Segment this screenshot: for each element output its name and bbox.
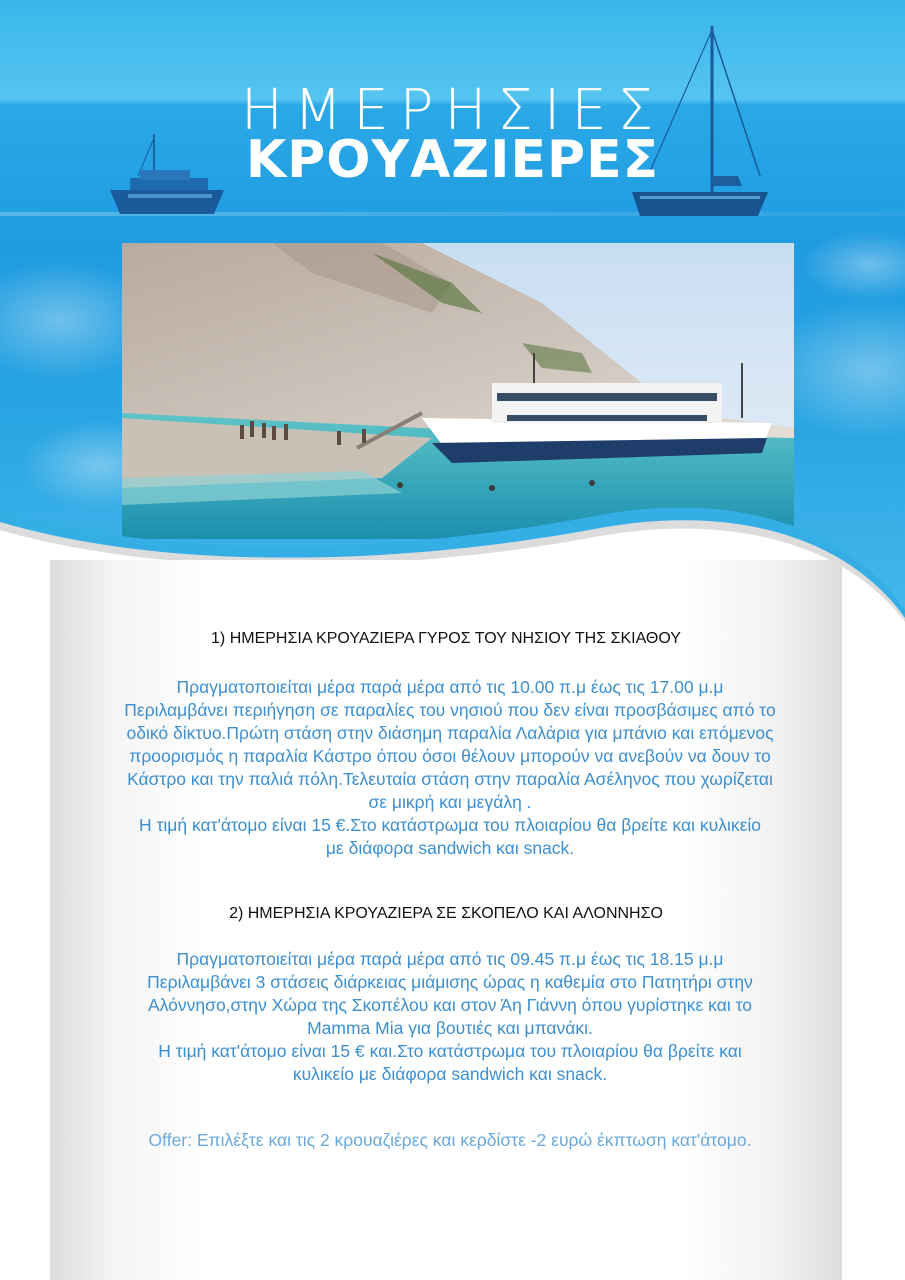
section-2-line: Αλόννησο,στην Χώρα της Σκοπέλου και στον Άη Γιάννη όπου γυρίστηκε και το — [148, 995, 752, 1015]
section-1-line: Περιλαμβάνει περιήγηση σε παραλίες του νησιού που δεν είναι προσβάσιμες από το — [124, 700, 776, 720]
section-2-line: Πραγματοποιείται μέρα παρά μέρα από τις 09.45 π.μ έως τις 18.15 μ.μ — [176, 949, 724, 969]
section-2-line: Mamma Mia για βουτιές και μπανάκι. — [307, 1018, 593, 1038]
section-1-line: σε μικρή και μεγάλη . — [368, 792, 532, 812]
section-1-heading: 1) ΗΜΕΡΗΣΙΑ ΚΡΟΥΑΖΙΕΡΑ ΓΥΡΟΣ ΤΟΥ ΝΗΣΙΟΥ ΤΗΣ ΣΚΙΑΘΟΥ — [211, 630, 681, 647]
title-line-1: ΗΜΕΡΗΣΙΕΣ — [240, 78, 665, 143]
section-1-line: Κάστρο και την παλιά πόλη.Τελευταία στάση στην παραλία Ασέληνος που χωρίζεται — [127, 769, 773, 789]
section-1-line: προορισμός η παραλία Κάστρο όπου όσοι θέλουν μπορούν να ανεβούν να δουν το — [129, 746, 771, 766]
section-1-line: Η τιμή κατ'άτομο είναι 15 €.Στο κατάστρωμα του πλοιαρίου θα βρείτε και κυλικείο — [138, 815, 762, 835]
section-2-line: Περιλαμβάνει 3 στάσεις διάρκειας μιάμισης ώρας η καθεμία στο Πατητήρι στην — [147, 972, 753, 992]
offer-text: Offer: Επιλέξτε και τις 2 κρουαζιέρες και κερδίστε -2 ευρώ έκπτωση κατ'άτομο. — [148, 1130, 752, 1150]
section-2-line: κυλικείο με διάφορα sandwich και snack. — [292, 1064, 608, 1084]
section-2-body — [60, 948, 840, 1086]
title-line-2: ΚΡΟΥΑΖΙΕΡΕΣ — [245, 130, 660, 190]
section-1-line: με διάφορα sandwich και snack. — [325, 838, 575, 858]
section-1-line: Πραγματοποιείται μέρα παρά μέρα από τις 10.00 π.μ έως τις 17.00 μ.μ — [176, 677, 724, 697]
section-1-line: οδικό δίκτυο.Πρώτη στάση στην διάσημη παραλία Λαλάρια για μπάνιο και επόμενος — [126, 723, 774, 743]
section-2-heading: 2) ΗΜΕΡΗΣΙΑ ΚΡΟΥΑΖΙΕΡΑ ΣΕ ΣΚΟΠΕΛΟ ΚΑΙ ΑΛΟΝΝΗΣΟ — [229, 905, 663, 922]
section-1-body — [60, 676, 840, 860]
section-2-line: Η τιμή κατ'άτομο είναι 15 € και.Στο κατάστρωμα του πλοιαρίου θα βρείτε και — [158, 1041, 742, 1061]
